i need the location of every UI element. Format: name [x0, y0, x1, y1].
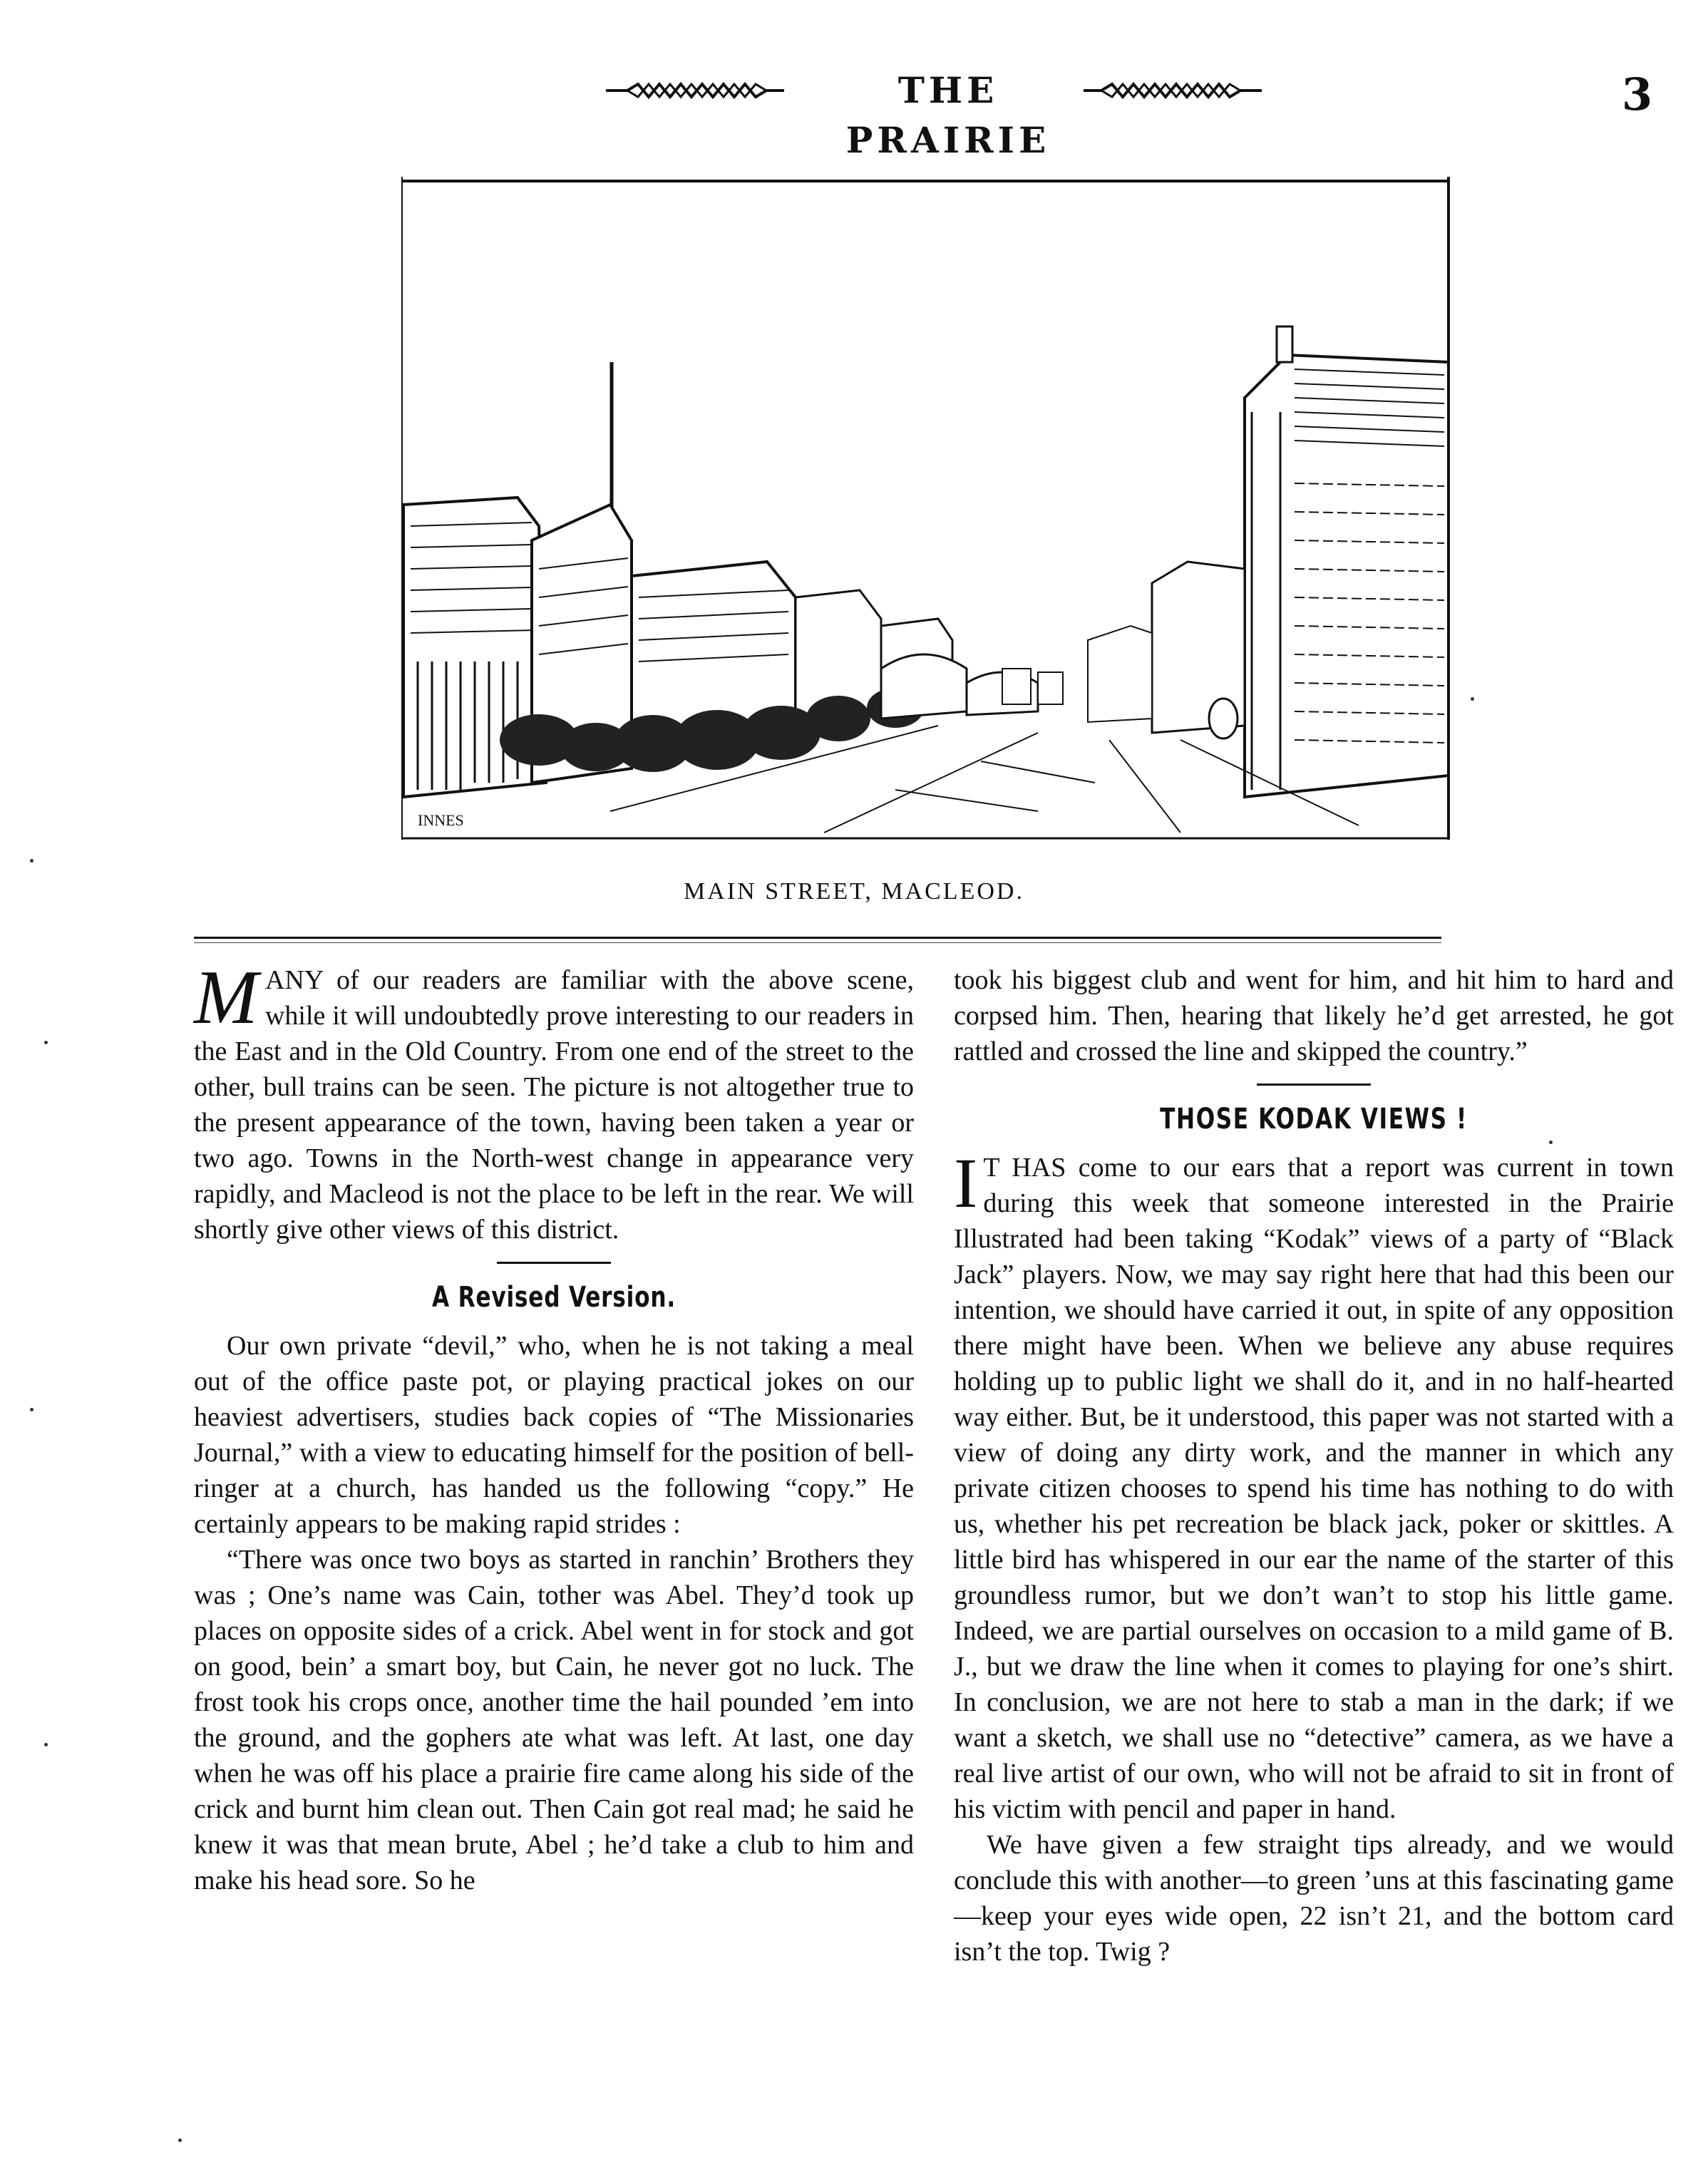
main-street-illustration [396, 170, 1454, 840]
right-column [954, 962, 1674, 1970]
artist-signature: INNES [418, 811, 464, 829]
revised-version-headline: A Revised Version. [432, 1281, 676, 1314]
print-speck [30, 859, 34, 863]
page-number: 3 [1622, 68, 1653, 120]
kodak-paragraph-2: We have given a few straight tips already, and we would conclude this with another—to green ’uns at this fascinating game—keep your eyes wide open, 22 isn’t 21, and the bottom card isn’t the top. Twig ? [954, 1830, 1674, 1967]
kodak-dropcap: I [954, 1143, 978, 1223]
print-speck [1549, 1141, 1553, 1144]
print-speck [30, 1408, 34, 1411]
kodak-paragraph-1 [954, 1143, 1674, 1827]
print-speck [44, 1743, 48, 1746]
illustration-caption: MAIN STREET, MACLEOD. [684, 878, 1024, 905]
intro-text: ANY of our readers are familiar with the above scene, while it will undoubtedly prove interesting to our readers in the East and in the Old Country. From one end of the street to the other, bull trains can be seen. The picture is not altogether true to the present appearance of the town, having been taken a year or two ago. Towns in the North-west change in appearance very rapidly, and Macleod is not the place to be left in the rear. We will shortly give other views of this district. [194, 965, 914, 1245]
left-column [194, 955, 914, 1898]
revised-paragraph-2: “There was once two boys as started in ranchin’ Brothers they was ; One’s name was Cain, tother was Abel. They’d took up places on opposite sides of a crick. Abel went in for stock and got on good, bein’ a smart boy, but Cain, he never got no luck. The frost took his crops once, another time the hail pounded ’em into the ground, and the gophers ate what was left. At last, one day when he was off his place a prairie fire came along his side of the crick and burnt him clean out. Then Cain got real mad; he said he knew it was that mean brute, Abel ; he’d take a club to him and make his head sore. So he [194, 1545, 914, 1895]
top-rule-thin [194, 942, 1441, 943]
kodak-text-1: T HAS come to our ears that a report was current in town during this week that someone interested in the Prairie Illustrated had been taking “Kodak” views of a party of “Black Jack” players. Now, we may say right here that had this been our intention, we should have carried it out, in spite of any opposition there might have been. When we believe any abuse requires holding up to public light we shall do it, and in no half-hearted way either. But, be it understood, this paper was not started with a view of doing any dirty work, and the manner in which any private citizen chooses to spend his time has nothing to do with us, whether his pet recreation be black jack, poker or skittles. A little bird has whispered in our ear the name of the starter of this groundless rumor, but we don’t wan’t to stop his little game. Indeed, we are partial ourselves on occasion to a mild game of B. J., but we draw the line when it comes to playing for one’s shirt. In conclusion, we are not here to stab a man in the dark; if we want a sketch, we shall use no “detective” camera, as we have a real live artist of our own, who will not be afraid to sit in front of his victim with pencil and paper in hand. [954, 1153, 1674, 1824]
section-divider [497, 1262, 611, 1264]
print-speck [44, 1041, 48, 1044]
intro-paragraph [194, 955, 914, 1247]
top-rule [194, 937, 1441, 939]
revised-continuation: took his biggest club and went for him, and hit him to hard and corpsed him. Then, hearing that likely he’d get arrested, he got rattled and crossed the line and skipped the country.” [954, 965, 1674, 1066]
section-divider-right [1257, 1084, 1371, 1086]
ornament-left-icon [606, 78, 784, 103]
print-speck [1471, 697, 1474, 701]
revised-paragraph-1: Our own private “devil,” who, when he is not taking a meal out of the office paste pot, or playing practical jokes on our heaviest advertisers, studies back copies of “The Missionaries Journal,” with a view to educating himself for the position of bell-ringer at a church, has handed us the following “copy.” He certainly appears to be making rapid strides : [194, 1331, 914, 1539]
masthead-title: THE PRAIRIE [845, 69, 1051, 161]
print-speck [178, 2139, 182, 2142]
kodak-views-headline: THOSE KODAK VIEWS ! [1160, 1103, 1468, 1136]
masthead [0, 66, 1708, 161]
intro-dropcap: M [194, 955, 258, 1040]
ornament-right-icon [1084, 78, 1262, 103]
